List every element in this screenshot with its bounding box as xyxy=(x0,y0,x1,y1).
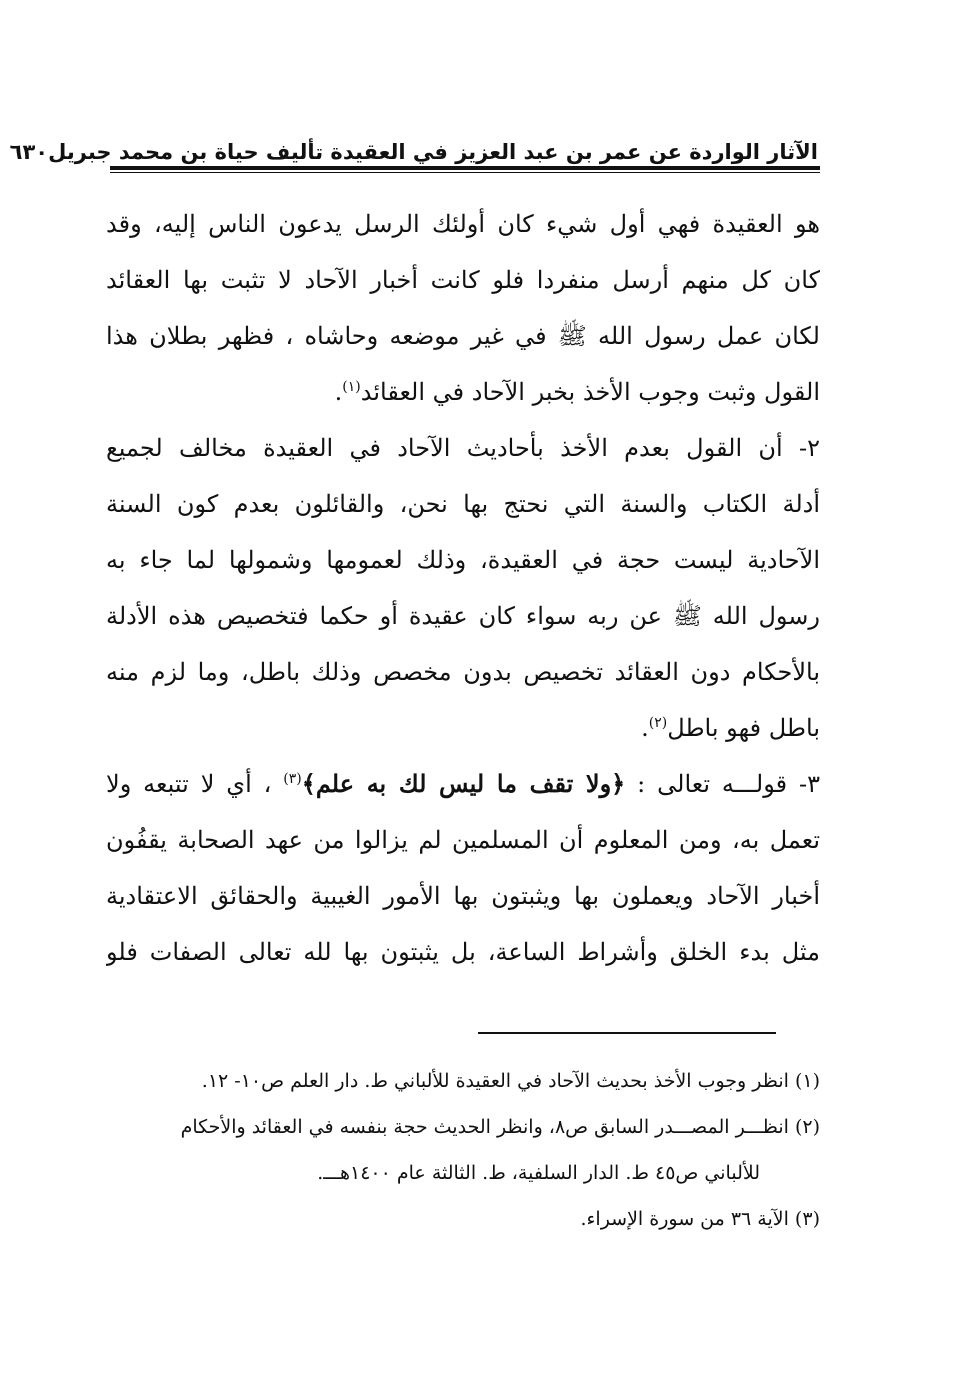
body-line: كان كل منهم أرسل منفردا فلو كانت أخبار الآحاد لا تثبت بها العقائد xyxy=(106,266,820,294)
body-line: أدلة الكتاب والسنة التي نحتج بها نحن، والقائلون بعدم كون السنة xyxy=(106,490,820,518)
body-line xyxy=(106,756,820,812)
body-line: رسول الله ﷺ عن ربه سواء كان عقيدة أو حكما فتخصيص هذه الأدلة xyxy=(106,602,820,630)
body-line: مثل بدء الخلق وأشراط الساعة، بل يثبتون بها لله تعالى الصفات فلو xyxy=(106,938,820,966)
footnotes xyxy=(106,1058,820,1242)
body-line-text: ، أي لا تتبعه ولا xyxy=(106,770,272,798)
period: . xyxy=(334,378,343,406)
body-line: بالأحكام دون العقائد تخصيص بدون مخصص وذلك باطل، وما لزم منه xyxy=(106,658,820,686)
body-line xyxy=(106,364,820,420)
header-rule-thick xyxy=(110,166,820,170)
page-number: ٦٣٠ xyxy=(9,140,49,164)
body-line-text: ٣- قولـــه تعالى : xyxy=(637,770,820,798)
body-line: أخبار الآحاد ويعملون بها ويثبتون بها الأمور الغيبية والحقائق الاعتقادية xyxy=(106,882,820,910)
body-line-text: القول وثبت وجوب الأخذ بخبر الآحاد في العقائد xyxy=(360,378,820,406)
footnote-ref: (١) xyxy=(342,379,361,395)
footnote-ref: (٢) xyxy=(648,715,668,731)
body-line: هو العقيدة فهي أول شيء كان أولئك الرسل يدعون الناس إليه، وقد xyxy=(106,210,820,238)
footnote-2-continued: للألباني ص٤٥ ط. الدار السلفية، ط. الثالثة عام ١٤٠٠هـــ. xyxy=(317,1162,760,1184)
footnote-2: (٢) انظـــر المصـــدر السابق ص٨، وانظر الحديث حجة بنفسه في العقائد والأحكام xyxy=(180,1116,820,1138)
footnote-separator xyxy=(478,1032,776,1034)
running-header xyxy=(9,124,818,164)
quran-verse: ﴿ولا تقف ما ليس لك به علم﴾ xyxy=(301,769,626,798)
body-line: ٢- أن القول بعدم الأخذ بأحاديث الآحاد في العقيدة مخالف لجميع xyxy=(106,434,820,462)
body-line: الآحادية ليست حجة في العقيدة، وذلك لعمومها وشمولها لما جاء به xyxy=(106,546,820,574)
body-text xyxy=(106,196,820,980)
footnote-3: (٣) الآية ٣٦ من سورة الإسراء. xyxy=(580,1208,820,1230)
body-line: تعمل به، ومن المعلوم أن المسلمين لم يزالوا من عهد الصحابة يقفُون xyxy=(106,826,820,854)
header-title: الآثار الواردة عن عمر بن عبد العزيز في العقيدة تأليف حياة بن محمد جبريل xyxy=(48,140,818,164)
period: . xyxy=(641,714,649,742)
footnote-ref: (٣) xyxy=(283,771,302,787)
body-line-text: باطل فهو باطل xyxy=(667,714,820,742)
footnote-1: (١) انظر وجوب الأخذ بحديث الآحاد في العقيدة للألباني ط. دار العلم ص١٠- ١٢. xyxy=(201,1070,820,1092)
header-rule-thin xyxy=(110,172,820,173)
body-line: لكان عمل رسول الله ﷺ في غير موضعه وحاشاه ، فظهر بطلان هذا xyxy=(106,322,820,350)
body-line xyxy=(106,700,820,756)
